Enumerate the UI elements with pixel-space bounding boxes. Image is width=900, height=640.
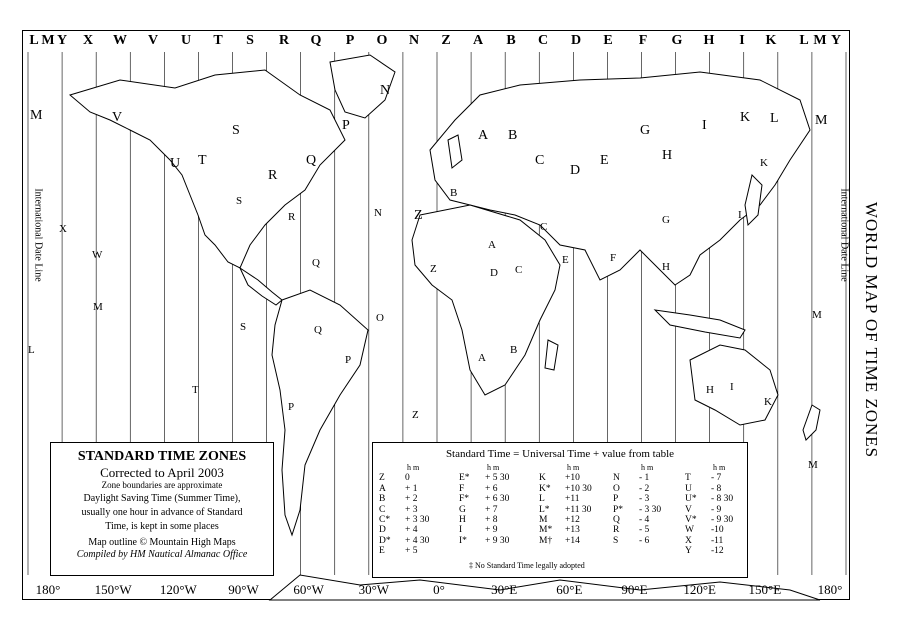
map-zone-label: G: [662, 214, 670, 226]
map-zone-label: G: [640, 123, 651, 138]
table-row: [379, 473, 447, 483]
table-offset-value: +14: [565, 535, 580, 546]
map-zone-label: R: [268, 168, 278, 183]
map-zone-label: M: [808, 459, 818, 471]
table-row: [613, 484, 681, 494]
map-zone-label: E: [562, 254, 569, 266]
zone-letter: Z: [441, 33, 451, 48]
map-zone-label: B: [450, 187, 458, 199]
map-zone-label: E: [600, 153, 609, 168]
table-zone-letter: B: [379, 494, 386, 505]
table-offset-value: + 3 30: [405, 515, 430, 526]
legend-box: [50, 442, 274, 576]
table-offset-value: - 5: [639, 525, 650, 536]
map-zone-label: P: [288, 401, 295, 413]
zone-letter: A: [472, 33, 484, 48]
table-offset-value: + 8: [485, 515, 498, 526]
zone-letter: Q: [310, 33, 322, 48]
map-zone-label: K: [740, 110, 751, 125]
legend-dst-1: Daylight Saving Time (Summer Time),: [83, 493, 241, 504]
zone-letter: I: [739, 33, 745, 48]
table-hm-header: h m: [641, 463, 654, 472]
longitude-label: 90°W: [228, 582, 259, 597]
table-column: [539, 463, 607, 546]
map-zone-label: N: [374, 207, 382, 219]
map-zone-label: H: [706, 384, 714, 396]
table-zone-letter: A: [379, 483, 386, 494]
madagascar-outline: [545, 340, 558, 370]
table-row: [539, 484, 607, 494]
table-zone-letter: M†: [539, 535, 553, 546]
table-zone-letter: W: [685, 525, 694, 536]
zone-letter: X: [82, 33, 94, 48]
map-zone-label: V: [112, 110, 123, 125]
table-offset-value: +11 30: [565, 504, 592, 515]
longitude-label: 180°: [35, 582, 61, 597]
map-zone-label: I: [730, 381, 734, 393]
table-offset-value: +12: [565, 515, 580, 526]
table-offset-value: + 9: [485, 525, 498, 536]
table-offset-value: - 3 30: [639, 504, 662, 515]
table-hm-header: h m: [407, 463, 420, 472]
map-zone-label: K: [760, 157, 768, 169]
table-row: [459, 505, 527, 515]
map-zone-label: Z: [414, 208, 423, 223]
table-row: [459, 515, 527, 525]
zone-letter: K: [765, 33, 777, 48]
table-offset-value: - 9: [711, 504, 722, 515]
table-row: [685, 525, 753, 535]
table-zone-letter: F: [459, 483, 465, 494]
longitude-label: 0°: [433, 582, 445, 597]
zone-letter: L: [29, 33, 39, 48]
table-row: [613, 515, 681, 525]
table-row: [685, 546, 753, 556]
table-hm-header: h m: [713, 463, 726, 472]
longitude-label: 60°W: [293, 582, 324, 597]
map-zone-label: B: [510, 344, 518, 356]
table-offset-value: - 3: [639, 494, 650, 505]
table-zone-letter: C*: [379, 515, 391, 526]
table-zone-letter: V*: [685, 515, 697, 526]
table-zone-letter: P: [613, 494, 619, 505]
table-zone-letter: L: [539, 494, 545, 505]
table-offset-value: - 9 30: [711, 515, 734, 526]
date-line-label-right: International Date Line: [838, 188, 850, 282]
map-zone-label: U: [170, 156, 181, 171]
map-zone-label: F: [610, 252, 617, 264]
zone-letter: W: [113, 33, 127, 48]
table-row: [613, 494, 681, 504]
table-column: [459, 463, 527, 546]
zone-letter: B: [506, 33, 516, 48]
map-zone-label: D: [490, 267, 498, 279]
zone-letter: Y: [56, 33, 68, 48]
table-row: [459, 494, 527, 504]
map-zone-label: M: [812, 309, 822, 321]
table-zone-letter: F*: [459, 494, 470, 505]
map-zone-label: C: [540, 221, 548, 233]
table-row: [379, 494, 447, 504]
table-zone-letter: M*: [539, 525, 553, 536]
map-zone-label: C: [515, 264, 523, 276]
map-zone-label: A: [478, 128, 489, 143]
zone-letter: O: [376, 33, 388, 48]
table-offset-value: + 4: [405, 525, 418, 536]
zone-letter: C: [537, 33, 549, 48]
map-zone-label: M: [815, 113, 828, 128]
table-zone-letter: C: [379, 504, 386, 515]
table-offset-value: + 9 30: [485, 535, 510, 546]
table-row: [539, 536, 607, 546]
zone-letter: M: [41, 33, 55, 48]
australia-outline: [690, 345, 778, 425]
zone-letter: V: [147, 33, 159, 48]
zone-letter: M: [813, 33, 827, 48]
table-zone-letter: O: [613, 483, 620, 494]
map-zone-label: H: [662, 261, 670, 273]
zone-letter: S: [246, 33, 254, 48]
table-row: [459, 473, 527, 483]
table-offset-value: +13: [565, 525, 580, 536]
table-zone-letter: L*: [539, 504, 550, 515]
table-zone-letter: S: [613, 535, 619, 546]
table-footnote: ‡ No Standard Time legally adopted: [469, 561, 585, 570]
legend-dst-3: Time, is kept in some places: [105, 521, 219, 532]
map-zone-label: L: [770, 111, 779, 126]
table-row: [613, 473, 681, 483]
map-zone-label: C: [535, 153, 545, 168]
table-zone-letter: T: [685, 473, 691, 484]
map-zone-label: I: [738, 209, 742, 221]
table-row: [539, 473, 607, 483]
longitude-label: 180°: [817, 582, 843, 597]
table-offset-value: + 6 30: [485, 494, 510, 505]
table-zone-letter: D*: [379, 535, 391, 546]
table-row: [685, 473, 753, 483]
map-zone-label: O: [376, 312, 384, 324]
table-offset-value: + 5 30: [485, 473, 510, 484]
table-offset-value: + 3: [405, 504, 418, 515]
africa-outline: [412, 205, 560, 395]
longitude-label: 60°E: [556, 582, 583, 597]
table-zone-letter: G: [459, 504, 466, 515]
new-zealand-outline: [803, 405, 820, 440]
table-offset-value: + 5: [405, 546, 418, 557]
map-zone-label: T: [192, 384, 199, 396]
north-america-outline: [70, 70, 345, 268]
table-row: [379, 515, 447, 525]
zone-letter: N: [408, 33, 420, 48]
map-zone-label: D: [570, 163, 581, 178]
table-row: [379, 536, 447, 546]
map-zone-label: N: [380, 83, 391, 98]
table-zone-letter: R: [613, 525, 620, 536]
table-offset-value: +10 30: [565, 483, 592, 494]
table-zone-letter: V: [685, 504, 692, 515]
zone-letter: H: [703, 33, 715, 48]
map-zone-label: Z: [430, 263, 437, 275]
table-offset-value: - 6: [639, 535, 650, 546]
legend-corrected: Corrected to April 2003: [100, 465, 224, 480]
map-title: WORLD MAP OF TIME ZONES: [862, 201, 881, 459]
table-row: [685, 505, 753, 515]
table-zone-letter: I*: [459, 535, 467, 546]
table-row: [459, 525, 527, 535]
map-zone-label: M: [93, 301, 103, 313]
table-zone-letter: Y: [685, 546, 692, 557]
map-zone-label: A: [488, 239, 496, 251]
map-zone-label: M: [30, 108, 43, 123]
map-zone-label: A: [478, 352, 486, 364]
table-offset-value: +11: [565, 494, 580, 505]
table-row: [379, 484, 447, 494]
map-zone-label: T: [198, 153, 207, 168]
map-zone-label: Q: [314, 324, 322, 336]
date-line-label-left: International Date Line: [32, 188, 44, 282]
table-zone-letter: M: [539, 515, 548, 526]
zone-letter: Y: [830, 33, 842, 48]
zone-letter: E: [603, 33, 613, 48]
zone-letter: P: [345, 33, 355, 48]
table-offset-value: + 1: [405, 483, 418, 494]
table-row: [459, 536, 527, 546]
longitude-label: 90°E: [621, 582, 648, 597]
map-zone-label: B: [508, 128, 518, 143]
table-hm-header: h m: [567, 463, 580, 472]
map-zone-label: P: [345, 354, 352, 366]
map-zone-label: H: [662, 148, 673, 163]
table-column: [685, 463, 753, 557]
table-offset-value: - 8: [711, 483, 722, 494]
map-zone-label: L: [28, 344, 35, 356]
table-zone-letter: Q: [613, 515, 620, 526]
table-hm-header: h m: [487, 463, 500, 472]
map-zone-label: Q: [306, 153, 317, 168]
table-row: [685, 484, 753, 494]
table-row: [539, 525, 607, 535]
zone-letter: G: [671, 33, 683, 48]
legend-outline-credit: Map outline © Mountain High Maps: [88, 537, 236, 548]
longitude-label: 120°W: [159, 582, 197, 597]
table-row: [685, 536, 753, 546]
table-row: [459, 484, 527, 494]
map-zone-label: S: [240, 321, 247, 333]
zone-letter: L: [799, 33, 809, 48]
table-row: [613, 536, 681, 546]
table-offset-value: -10: [711, 525, 724, 536]
map-zone-label: K: [764, 396, 772, 408]
legend-compiled-credit: Compiled by HM Nautical Almanac Office: [76, 549, 248, 560]
table-offset-value: -11: [711, 535, 724, 546]
legend-title: STANDARD TIME ZONES: [77, 449, 247, 464]
map-zone-label: Q: [312, 257, 320, 269]
table-row: [379, 525, 447, 535]
table-column: [379, 463, 447, 557]
table-zone-letter: K*: [539, 483, 551, 494]
table-zone-letter: E*: [459, 473, 470, 484]
table-zone-letter: D: [379, 525, 386, 536]
table-row: [539, 494, 607, 504]
table-offset-value: 0: [405, 473, 410, 484]
longitude-label: 30°W: [358, 582, 390, 597]
table-offset-value: +10: [565, 473, 580, 484]
longitude-label: 30°E: [491, 582, 518, 597]
table-offset-value: - 7: [711, 473, 722, 484]
table-row: [685, 494, 753, 504]
table-offset-value: - 1: [639, 473, 650, 484]
table-offset-value: + 4 30: [405, 535, 430, 546]
table-zone-letter: Z: [379, 473, 385, 484]
table-heading: Standard Time = Universal Time + value from table: [445, 448, 675, 460]
table-offset-value: -12: [711, 546, 724, 557]
table-zone-letter: U*: [685, 494, 697, 505]
table-row: [539, 515, 607, 525]
map-zone-label: W: [92, 249, 103, 261]
table-row: [379, 546, 447, 556]
map-zone-label: X: [59, 223, 67, 235]
table-zone-letter: N: [613, 473, 620, 484]
map-zone-label: S: [232, 123, 240, 138]
longitude-label: 150°W: [94, 582, 132, 597]
zone-letter: F: [638, 33, 648, 48]
zone-letter: T: [213, 33, 223, 48]
table-offset-value: - 2: [639, 483, 650, 494]
map-zone-label: S: [236, 195, 243, 207]
table-row: [685, 515, 753, 525]
table-offset-value: + 2: [405, 494, 418, 505]
longitude-label: 150°E: [748, 582, 782, 597]
table-offset-value: + 7: [485, 504, 498, 515]
table-zone-letter: H: [459, 515, 466, 526]
table-row: [379, 505, 447, 515]
table-offset-value: - 8 30: [711, 494, 734, 505]
table-column: [613, 463, 681, 546]
map-zone-label: Z: [412, 409, 419, 421]
table-zone-letter: P*: [613, 504, 624, 515]
table-zone-letter: E: [379, 546, 385, 557]
legend-approx: Zone boundaries are approximate: [101, 480, 223, 490]
zone-letter: D: [570, 33, 582, 48]
central-america-outline: [240, 268, 282, 305]
longitude-label: 120°E: [683, 582, 716, 597]
table-zone-letter: I: [459, 525, 463, 536]
table-zone-letter: U: [685, 483, 692, 494]
table-zone-letter: X: [685, 535, 692, 546]
indonesia-outline: [655, 310, 745, 338]
zone-letter: U: [180, 33, 192, 48]
map-zone-label: R: [288, 211, 296, 223]
table-offset-value: + 6: [485, 483, 498, 494]
map-zone-label: I: [702, 118, 707, 133]
legend-dst-2: usually one hour in advance of Standard: [81, 507, 243, 518]
table-row: [613, 525, 681, 535]
table-offset-value: - 4: [639, 515, 650, 526]
table-row: [539, 505, 607, 515]
table-zone-letter: K: [539, 473, 546, 484]
table-row: [613, 505, 681, 515]
map-zone-label: P: [342, 118, 350, 133]
time-offset-table: [372, 442, 748, 578]
zone-letter: R: [278, 33, 290, 48]
